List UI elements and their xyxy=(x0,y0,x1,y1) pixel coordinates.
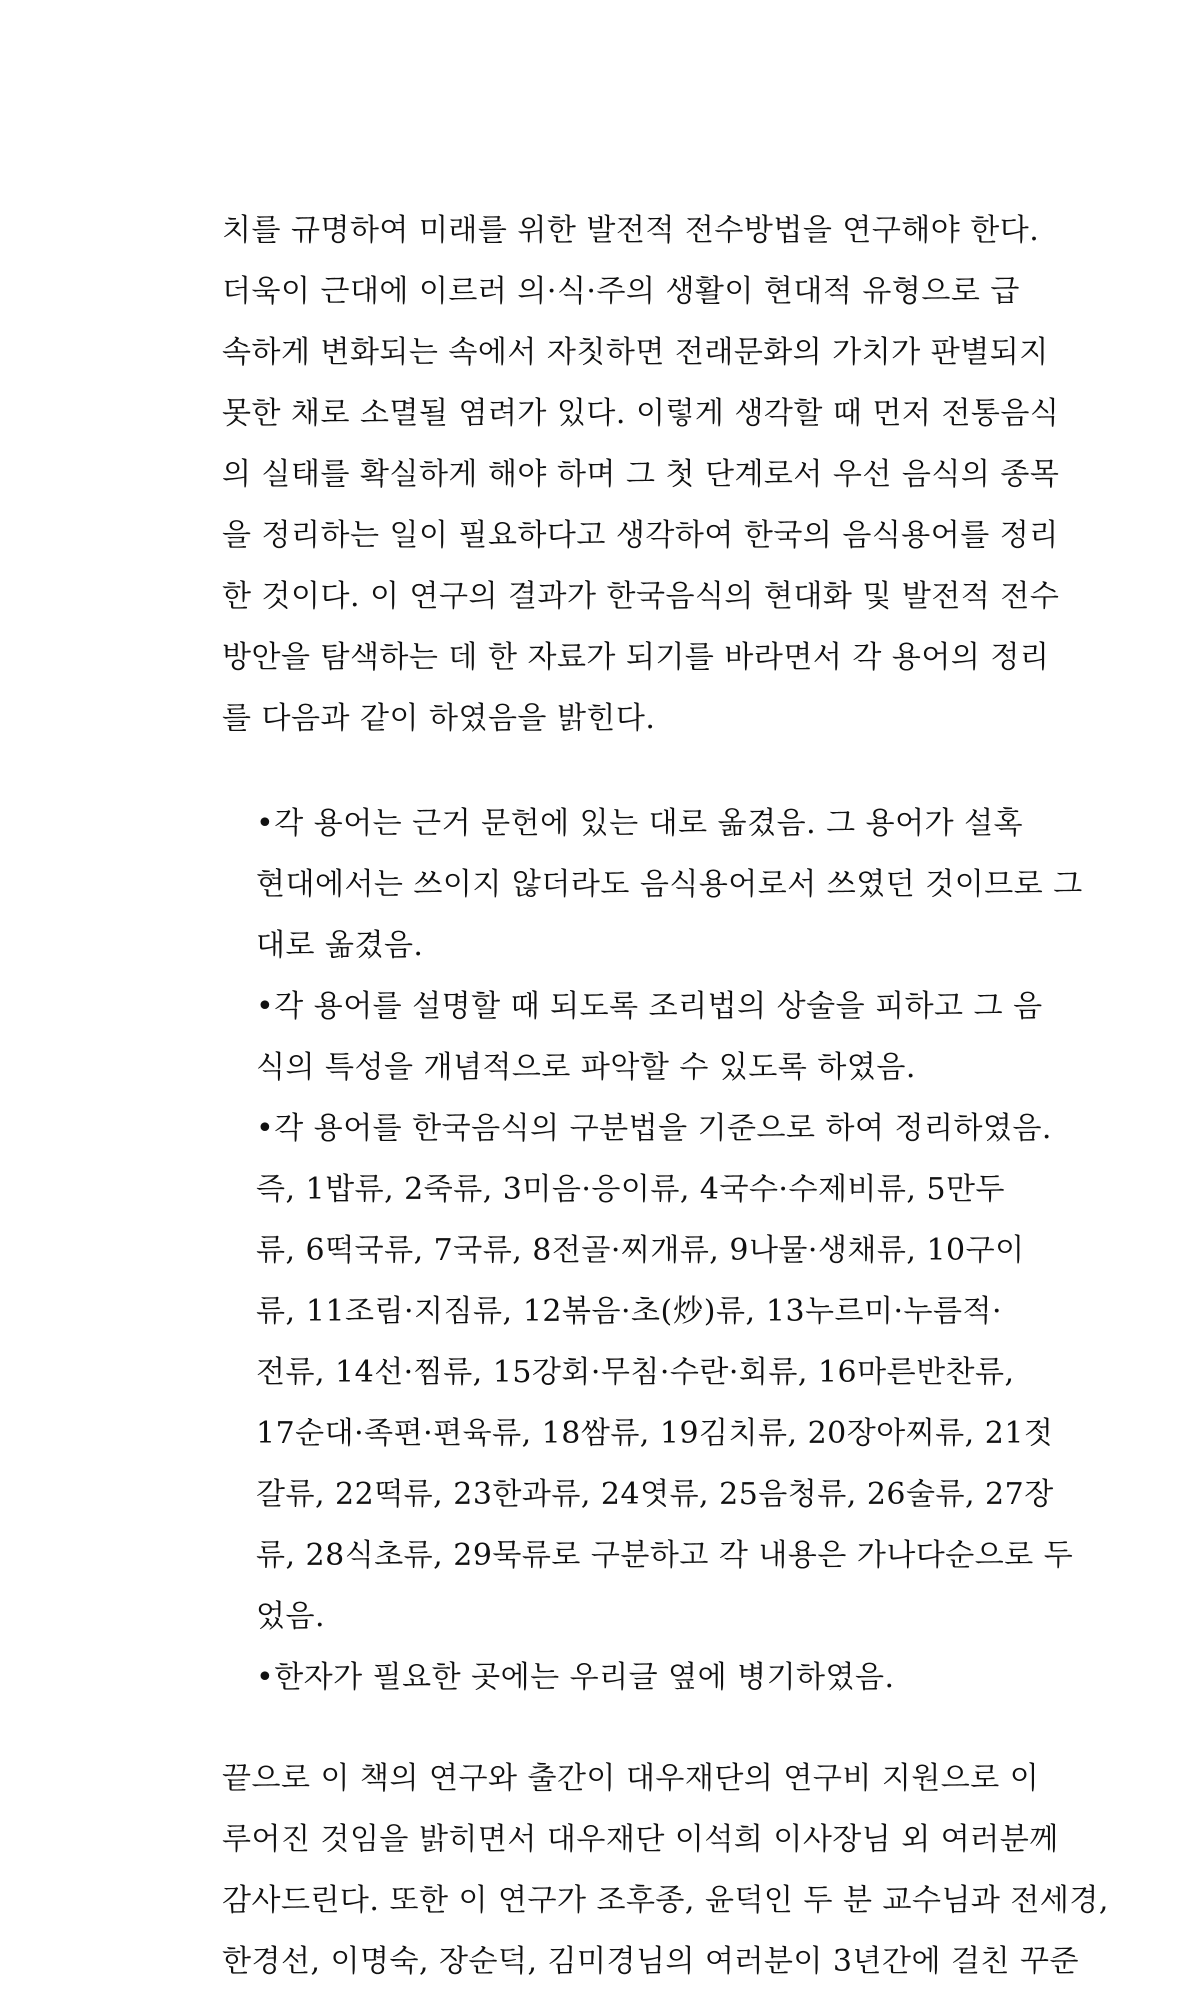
text-line: 못한 채로 소멸될 염려가 있다. 이렇게 생각할 때 먼저 전통음식 xyxy=(222,396,1060,431)
bullet-line: 현대에서는 쓰이지 않더라도 음식용어로서 쓰였던 것이므로 그 xyxy=(256,867,1083,902)
text-line: 한 것이다. 이 연구의 결과가 한국음식의 현대화 및 발전적 전수 xyxy=(222,579,1060,614)
bullet-line: •각 용어는 근거 문헌에 있는 대로 옮겼음. 그 용어가 설혹 xyxy=(256,806,1024,841)
bullet-line: 류, 28식초류, 29묵류로 구분하고 각 내용은 가나다순으로 두 xyxy=(256,1538,1074,1573)
page-body xyxy=(222,200,1109,1992)
bullet-line: 류, 11조림·지짐류, 12볶음·초(炒)류, 13누르미·누름적· xyxy=(256,1294,1002,1329)
text-line: 를 다음과 같이 하였음을 밝힌다. xyxy=(222,701,656,736)
bullet-line: 즉, 1밥류, 2죽류, 3미음·응이류, 4국수·수제비류, 5만두 xyxy=(256,1172,1006,1207)
bullet-line: 대로 옮겼음. xyxy=(256,928,424,963)
text-line: 끝으로 이 책의 연구와 출간이 대우재단의 연구비 지원으로 이 xyxy=(222,1761,1040,1796)
notes-bullet-list xyxy=(222,793,1083,1708)
bullet-line: 었음. xyxy=(256,1599,325,1634)
closing-paragraph xyxy=(222,1748,1109,1992)
bullet-line: •각 용어를 한국음식의 구분법을 기준으로 하여 정리하였음. xyxy=(256,1111,1052,1146)
bullet-line: 류, 6떡국류, 7국류, 8전골·찌개류, 9나물·생채류, 10구이 xyxy=(256,1233,1025,1268)
text-line: 루어진 것임을 밝히면서 대우재단 이석희 이사장님 외 여러분께 xyxy=(222,1822,1059,1857)
bullet-line: •한자가 필요한 곳에는 우리글 옆에 병기하였음. xyxy=(256,1660,895,1695)
text-line: 치를 규명하여 미래를 위한 발전적 전수방법을 연구해야 한다. xyxy=(222,213,1040,248)
text-line: 을 정리하는 일이 필요하다고 생각하여 한국의 음식용어를 정리 xyxy=(222,518,1059,553)
paragraph-spacer xyxy=(222,1708,1002,1748)
text-line: 한경선, 이명숙, 장순덕, 김미경님의 여러분이 3년간에 걸친 꾸준 xyxy=(222,1944,1079,1979)
intro-paragraph xyxy=(222,200,1060,749)
bullet-line: 17순대·족편·편육류, 18쌈류, 19김치류, 20장아찌류, 21젓 xyxy=(256,1416,1054,1451)
paragraph-spacer xyxy=(222,749,1002,793)
bullet-line: 갈류, 22떡류, 23한과류, 24엿류, 25음청류, 26술류, 27장 xyxy=(256,1477,1054,1512)
bullet-line: 식의 특성을 개념적으로 파악할 수 있도록 하였음. xyxy=(256,1050,916,1085)
text-line: 의 실태를 확실하게 해야 하며 그 첫 단계로서 우선 음식의 종목 xyxy=(222,457,1060,492)
bullet-line: 전류, 14선·찜류, 15강회·무침·수란·회류, 16마른반찬류, xyxy=(256,1355,1015,1390)
text-line: 더욱이 근대에 이르러 의·식·주의 생활이 현대적 유형으로 급 xyxy=(222,274,1020,309)
bullet-line: •각 용어를 설명할 때 되도록 조리법의 상술을 피하고 그 음 xyxy=(256,989,1043,1024)
text-line: 감사드린다. 또한 이 연구가 조후종, 윤덕인 두 분 교수님과 전세경, xyxy=(222,1883,1109,1918)
text-line: 속하게 변화되는 속에서 자칫하면 전래문화의 가치가 판별되지 xyxy=(222,335,1049,370)
text-line: 방안을 탐색하는 데 한 자료가 되기를 바라면서 각 용어의 정리 xyxy=(222,640,1050,675)
